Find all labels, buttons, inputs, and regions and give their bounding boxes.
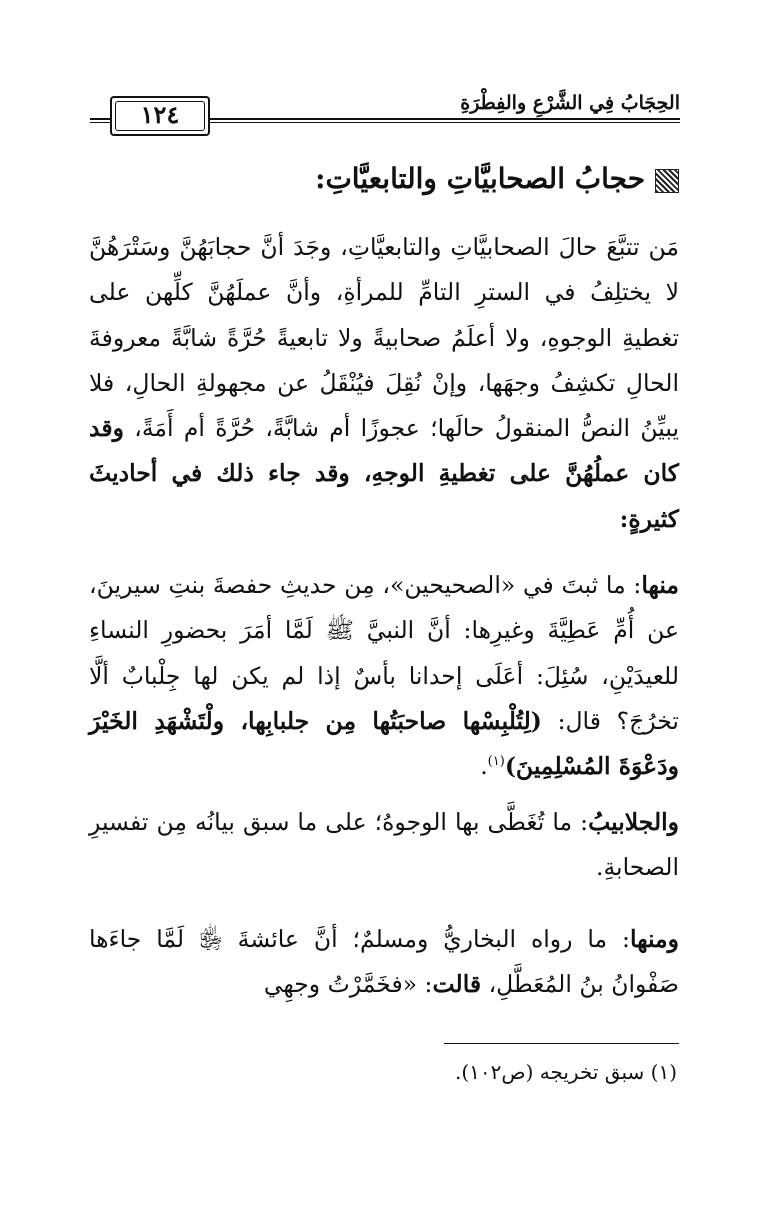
hadith-quote: (لِتُلْبِسْها صاحبَتُها مِن جلبابِها، ولْتَشْهَدِ الخَيْرَ ودَعْوَةَ المُسْلِمِينَ) (89, 706, 679, 781)
ornament-bullet-icon (655, 169, 679, 193)
paragraph-lead: والجلابيبُ (588, 808, 679, 836)
paragraph-bold-text: قالت (432, 970, 482, 999)
paragraph-jalabib (89, 800, 679, 891)
paragraph-bold-text: وقد كان عملُهُنَّ على تغطيةِ الوجهِ، وقد جاء ذلك في أحاديثَ كثيرةٍ: (89, 414, 679, 533)
paragraph-text: مَن تتبَّعَ حالَ الصحابيَّاتِ والتابعيَّاتِ، وجَدَ أنَّ حجابَهُنَّ وسَتْرَهُنَّ لا يختلِفُ في السترِ التامِّ للمرأةِ، وأنَّ عملَهُنَّ كلِّهن على تغطيةِ الوجوهِ، ولا أعلَمُ صحابيةً ولا تابعيةً حُرَّةً شابَّةً معروفةَ الحالِ تكشِفُ وجهَها، وإنْ نُقِلَ فيُنْقَلُ عن مجهولةِ الحالِ، فلا يبيِّنُ النصُّ المنقولُ حالَها؛ عجوزًا أم شابَّةً، حُرَّةً أم أَمَةً، (89, 233, 679, 443)
paragraph-quote-start: : «فخَمَّرْتُ وجهِي (263, 970, 433, 999)
running-title: الحِجَابُ فِي الشَّرْعِ والفِطْرَةِ (460, 92, 680, 114)
page-number: ١٢٤ (140, 100, 180, 129)
section-heading-text: حجابُ الصحابيَّاتِ والتابعيَّاتِ: (315, 162, 645, 195)
paragraph-text: : ما ثبتَ في «الصحيحين»، مِن حديثِ حفصةَ بنتِ سيرينَ، عن أُمِّ عَطِيَّةَ وغيرِها: أنَّ النبيَّ ﷺ لَمَّا أمَرَ بحضورِ النساءِ للعيدَيْنِ، سُئِلَ: أعَلَى إحدانا بأسٌ إذا لم يكن لها جِلْبابٌ ألَّا تخرُجَ؟ قال: (89, 571, 679, 735)
paragraph-hadith-one (89, 563, 679, 789)
paragraph-lead: منها (641, 571, 679, 599)
footnote-separator (444, 1043, 679, 1044)
footnote-reference[interactable]: (١) (487, 754, 505, 770)
paragraph-intro (89, 225, 679, 542)
paragraph-text: : ما رواه البخاريُّ ومسلمٌ؛ أنَّ عائشةَ ﵂ لَمَّا جاءَها صَفْوانُ بنُ المُعَطَّلِ، (89, 925, 679, 999)
paragraph-lead: ومنها (629, 925, 679, 953)
page-header (90, 82, 680, 132)
sentence-end: . (480, 752, 488, 781)
footnote: (١) سبق تخريجه (ص١٠٢). (454, 1060, 677, 1084)
section-heading (89, 162, 679, 195)
paragraph-text: : ما تُغَطَّى بها الوجوهُ؛ على ما سبق بيانُه مِن تفسيرِ الصحابةِ. (89, 808, 679, 882)
paragraph-hadith-two (89, 917, 679, 1008)
page-number-frame (110, 96, 210, 136)
